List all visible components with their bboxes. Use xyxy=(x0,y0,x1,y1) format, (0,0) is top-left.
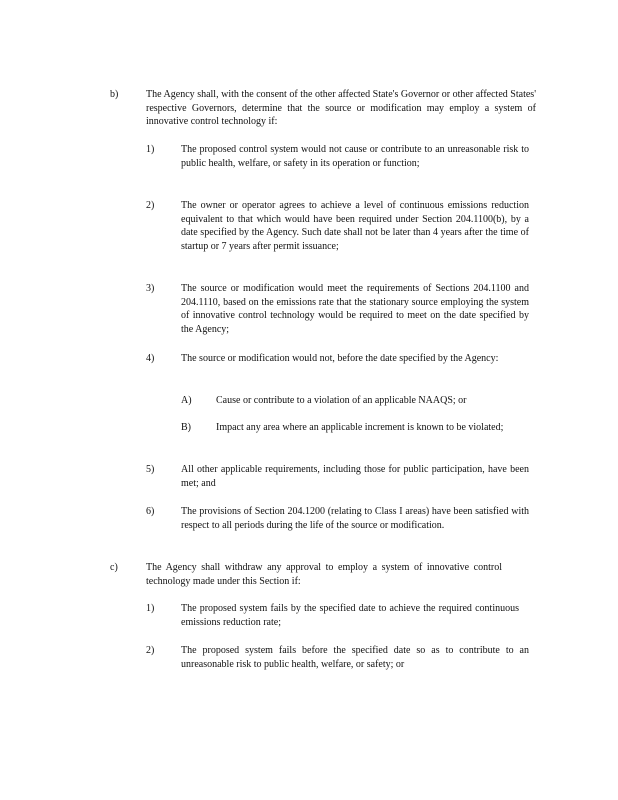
item-label: 1) xyxy=(146,144,155,155)
subitem-label: B) xyxy=(181,422,191,433)
section-text: The Agency shall withdraw any approval to employ a system of innovative control technology made under this Section if: xyxy=(146,562,502,587)
item-label: 6) xyxy=(146,506,155,517)
section-label: b) xyxy=(110,89,119,100)
item-label: 2) xyxy=(146,200,155,211)
item-label: 1) xyxy=(146,603,155,614)
item-text: All other applicable requirements, including those for public participation, have been met; and xyxy=(181,464,529,489)
item-label: 5) xyxy=(146,464,155,475)
item-label: 2) xyxy=(146,645,155,656)
item-label: 3) xyxy=(146,283,155,294)
item-text: The proposed control system would not cause or contribute to an unreasonable risk to public health, welfare, or safety in its operation or function; xyxy=(181,144,529,169)
subitem-text: Impact any area where an applicable increment is known to be violated; xyxy=(216,422,504,433)
subitem-text: Cause or contribute to a violation of an applicable NAAQS; or xyxy=(216,395,467,406)
item-text: The proposed system fails before the specified date so as to contribute to an unreasonable risk to public health, welfare, or safety; or xyxy=(181,645,529,670)
subitem-label: A) xyxy=(181,395,192,406)
item-label: 4) xyxy=(146,353,155,364)
item-text: The source or modification would meet the requirements of Sections 204.1100 and 204.1110, based on the emissions rate that the stationary source employing the system of innovative control technology would be required to meet on the date specified by the Agency; xyxy=(181,283,529,335)
item-text: The owner or operator agrees to achieve a level of continuous emissions reduction equivalent to that which would have been required under Section 204.1100(b), by a date specified by the Agency. Such date shall not be later than 4 years after the time of startup or 7 years after permit issuance; xyxy=(181,200,529,252)
section-label: c) xyxy=(110,562,118,573)
item-text: The provisions of Section 204.1200 (relating to Class I areas) have been satisfied with respect to all periods during the life of the source or modification. xyxy=(181,506,529,531)
item-text: The proposed system fails by the specified date to achieve the required continuous emissions reduction rate; xyxy=(181,603,519,628)
item-text: The source or modification would not, before the date specified by the Agency: xyxy=(181,353,499,364)
section-text: The Agency shall, with the consent of the other affected State's Governor or other affected States' respective Governors, determine that the source or modification may employ a system of innovative control technology if: xyxy=(146,89,536,128)
